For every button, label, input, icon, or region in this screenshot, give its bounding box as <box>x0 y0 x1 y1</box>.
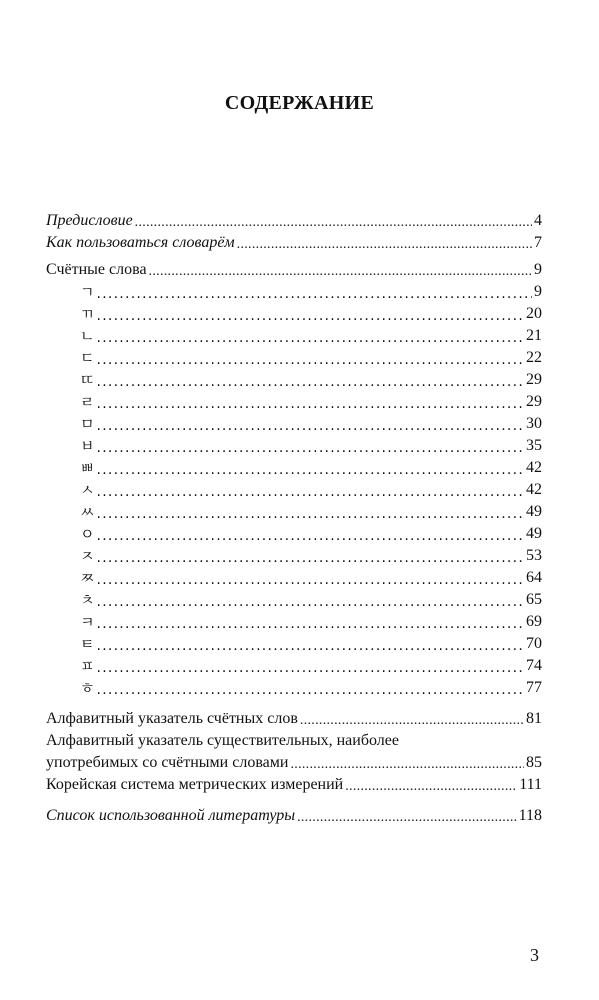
dot-leader <box>97 677 525 699</box>
toc-entry-label: Предисловие <box>46 212 133 229</box>
toc-entry-preface[interactable] <box>46 210 542 232</box>
dot-leader <box>345 774 517 796</box>
toc-entry-page: 21 <box>526 327 542 344</box>
dot-leader <box>97 633 525 655</box>
toc-entry-label: ㅈ <box>80 547 95 565</box>
toc-entry-label: Как пользоваться словарём <box>46 234 235 251</box>
toc-entry-page: 65 <box>526 591 542 608</box>
toc-entry-page: 64 <box>526 569 542 586</box>
toc-entry-alpha-index-nouns-line1[interactable]: Алфавитный указатель существительных, наиболее <box>46 732 399 749</box>
dot-leader <box>135 210 532 232</box>
toc-entry-label: ㅉ <box>80 569 95 587</box>
toc-entry-label: ㅅ <box>80 481 95 499</box>
toc-subentry-letter[interactable] <box>46 479 542 501</box>
toc-entry-page: 111 <box>519 776 542 793</box>
toc-entry-page: 7 <box>534 234 542 251</box>
toc-subentry-letter[interactable] <box>46 369 542 391</box>
toc-entry-page: 69 <box>526 613 542 630</box>
dot-leader <box>97 435 525 457</box>
dot-leader <box>97 545 525 567</box>
dot-leader <box>97 611 525 633</box>
toc-entry-alpha-index[interactable] <box>46 708 542 730</box>
toc-entry-page: 9 <box>534 261 542 278</box>
toc-subentry-letter[interactable] <box>46 523 542 545</box>
toc-entry-label: употребимых со счётными словами <box>46 754 289 771</box>
toc-entry-page: 70 <box>526 635 542 652</box>
toc-entry-page: 74 <box>526 657 542 674</box>
toc-entry-counting-words[interactable] <box>46 259 542 281</box>
toc-subentry-letter[interactable] <box>46 435 542 457</box>
toc-entry-label: ㅊ <box>80 591 95 609</box>
toc-entry-page: 9 <box>534 283 542 300</box>
toc-entry-label: ㄲ <box>80 305 95 323</box>
toc-entry-alpha-index-nouns[interactable] <box>46 752 542 774</box>
toc-entry-label: ㅋ <box>80 613 95 631</box>
toc-entry-label: ㅃ <box>80 459 95 477</box>
dot-leader <box>97 369 525 391</box>
toc-entry-label: ㅎ <box>80 679 95 697</box>
dot-leader <box>97 589 525 611</box>
toc-entry-label: ㅇ <box>80 525 95 543</box>
toc-entry-page: 77 <box>526 679 542 696</box>
dot-leader <box>300 708 524 730</box>
toc-entry-page: 42 <box>526 481 542 498</box>
toc-subentry-letter[interactable] <box>46 501 542 523</box>
toc-subentry-letter[interactable] <box>46 325 542 347</box>
toc-entry-page: 42 <box>526 459 542 476</box>
toc-entry-page: 22 <box>526 349 542 366</box>
table-of-contents <box>46 210 542 827</box>
dot-leader <box>97 567 525 589</box>
dot-leader <box>97 655 525 677</box>
dot-leader <box>97 281 533 303</box>
toc-subentry-letter[interactable] <box>46 677 542 699</box>
toc-entry-page: 30 <box>526 415 542 432</box>
toc-entry-label: ㄸ <box>80 371 95 389</box>
toc-entry-metric-system[interactable] <box>46 774 542 796</box>
toc-subentry-letter[interactable] <box>46 589 542 611</box>
dot-leader <box>237 232 532 254</box>
toc-entry-page: 29 <box>526 371 542 388</box>
dot-leader <box>97 347 525 369</box>
toc-entry-label: Алфавитный указатель счётных слов <box>46 710 298 727</box>
toc-subentry-letter[interactable] <box>46 633 542 655</box>
dot-leader <box>97 303 525 325</box>
toc-subentry-letter[interactable] <box>46 303 542 325</box>
toc-subentry-letter[interactable] <box>46 567 542 589</box>
toc-subentry-letter[interactable] <box>46 281 542 303</box>
toc-entry-page: 81 <box>526 710 542 727</box>
toc-entry-label: ㅂ <box>80 437 95 455</box>
dot-leader <box>97 457 525 479</box>
toc-entry-page: 118 <box>518 807 542 824</box>
toc-entry-page: 49 <box>526 525 542 542</box>
toc-entry-page: 85 <box>526 754 542 771</box>
dot-leader <box>290 752 524 774</box>
toc-entry-label: ㅌ <box>80 635 95 653</box>
page-title: СОДЕРЖАНИЕ <box>224 92 375 114</box>
toc-entry-page: 53 <box>526 547 542 564</box>
toc-entry-label: Корейская система метрических измерений <box>46 776 344 793</box>
toc-subentry-letter[interactable] <box>46 413 542 435</box>
dot-leader <box>97 523 525 545</box>
toc-entry-label: ㄱ <box>80 283 95 301</box>
toc-entry-label: ㄷ <box>80 349 95 367</box>
toc-entry-label: ㅍ <box>80 657 95 675</box>
toc-subentry-letter[interactable] <box>46 457 542 479</box>
dot-leader <box>97 325 525 347</box>
toc-subentry-letter[interactable] <box>46 545 542 567</box>
toc-entry-how-to-use[interactable] <box>46 232 542 254</box>
dot-leader <box>297 805 517 827</box>
toc-entry-label: ㄹ <box>80 393 95 411</box>
dot-leader <box>97 391 525 413</box>
toc-entry-label: ㄴ <box>80 327 95 345</box>
dot-leader <box>149 259 532 281</box>
toc-entry-page: 4 <box>534 212 542 229</box>
toc-entry-page: 35 <box>526 437 542 454</box>
toc-entry-label: Счётные слова <box>46 261 147 278</box>
toc-entry-page: 29 <box>526 393 542 410</box>
dot-leader <box>97 479 525 501</box>
toc-subentry-letter[interactable] <box>46 611 542 633</box>
dot-leader <box>97 413 525 435</box>
toc-entry-label: ㅆ <box>80 503 95 521</box>
toc-entry-label: Список использованной литературы <box>46 807 296 824</box>
toc-subentry-letter[interactable] <box>46 655 542 677</box>
toc-subentry-letter[interactable] <box>46 391 542 413</box>
dot-leader <box>97 501 525 523</box>
toc-entry-page: 49 <box>526 503 542 520</box>
toc-subentry-letter[interactable] <box>46 347 542 369</box>
toc-entry-page: 20 <box>526 305 542 322</box>
toc-entry-label: ㅁ <box>80 415 95 433</box>
toc-entry-references[interactable] <box>46 805 542 827</box>
page-number: 3 <box>530 945 539 965</box>
